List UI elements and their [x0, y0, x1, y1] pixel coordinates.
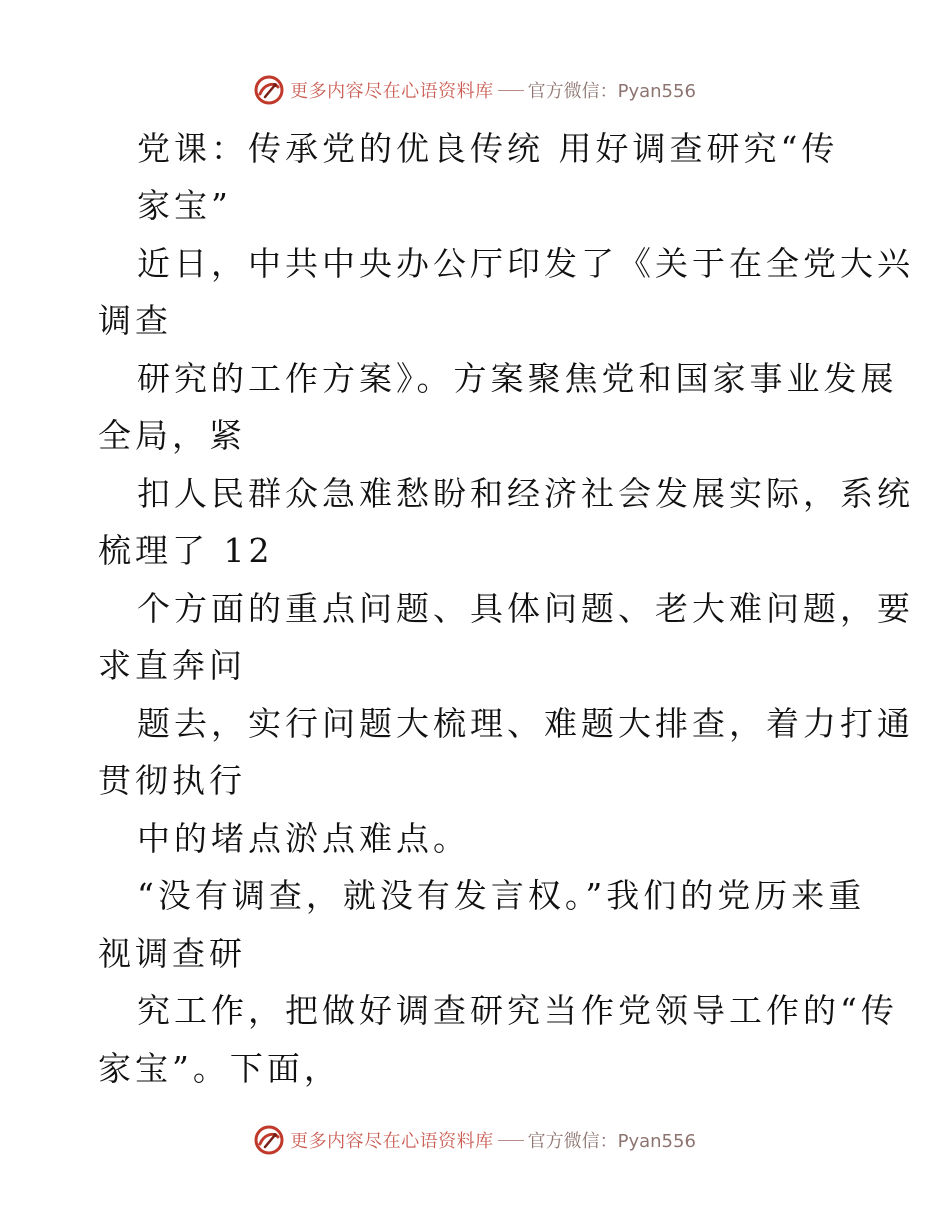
- paragraph-line: 梳理了 12: [98, 531, 274, 570]
- red-swirl-logo-icon: [254, 75, 284, 105]
- paragraph-line: 中的堵点淤点难点。: [137, 819, 470, 858]
- paragraph-line: 个方面的重点问题、具体问题、老大难问题，要: [137, 589, 914, 628]
- document-title-line-2: 家宝”: [137, 186, 232, 225]
- header-site-text: 更多内容尽在心语资料库: [290, 81, 494, 102]
- paragraph-line: 研究的工作方案》。方案聚焦党和国家事业发展: [137, 359, 898, 398]
- footer-separator: [498, 1140, 524, 1141]
- header-wechat-text: 官方微信：Pyan556: [527, 81, 696, 102]
- red-swirl-logo-icon: [254, 1125, 284, 1155]
- paragraph-line: 求直奔问: [98, 646, 246, 685]
- paragraph-line: 家宝”。下面，: [98, 1049, 341, 1088]
- footer-site-text: 更多内容尽在心语资料库: [290, 1131, 494, 1152]
- paragraph-line: 扣人民群众急难愁盼和经济社会发展实际，系统: [137, 474, 914, 513]
- paragraph-line: 贯彻执行: [98, 761, 246, 800]
- footer-wechat-text: 官方微信：Pyan556: [527, 1131, 696, 1152]
- page-header-banner: [0, 70, 950, 110]
- paragraph-line: 视调查研: [98, 934, 246, 973]
- page-footer-banner: [0, 1120, 950, 1160]
- paragraph-line: 调查: [98, 301, 172, 340]
- paragraph-line: 全局，紧: [98, 416, 246, 455]
- document-title-line-1: 党课：传承党的优良传统 用好调查研究“传: [137, 129, 839, 168]
- paragraph-line: 究工作，把做好调查研究当作党领导工作的“传: [137, 991, 898, 1030]
- paragraph-line: 近日，中共中央办公厅印发了《关于在全党大兴: [137, 244, 914, 283]
- paragraph-line: “没有调查，就没有发言权。”我们的党历来重: [137, 876, 866, 915]
- header-separator: [498, 90, 524, 91]
- paragraph-line: 题去，实行问题大梳理、难题大排查，着力打通: [137, 704, 914, 743]
